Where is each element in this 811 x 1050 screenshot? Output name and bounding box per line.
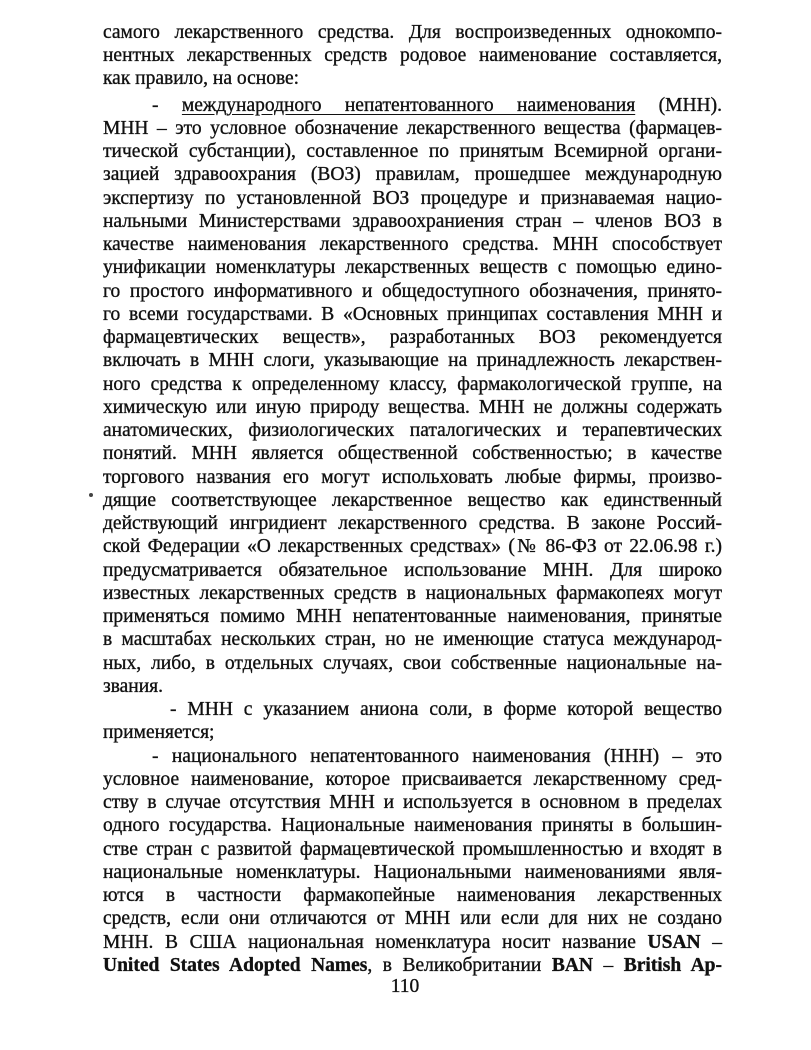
text-line: звания. (103, 676, 164, 697)
text-line: понятий. МНН является общественной собственностью; в качестве (103, 443, 722, 464)
text-line: ству в случае отсутствия МНН и используется в основном в пределах (103, 792, 722, 813)
text-line: предусматривается обязательное использование МНН. Для широко (103, 560, 722, 581)
text-line: МНН – это условное обозначение лекарственного вещества (фармацев- (103, 118, 722, 139)
bold-term: United States Adopted Names (103, 955, 368, 976)
text-line: го простого информативного и общедоступного обозначения, принято- (103, 281, 722, 302)
text-line: применяться помимо МНН непатентованные наименования, принятые (103, 606, 722, 627)
text-line: качестве наименования лекарственного средства. МНН способствует (103, 234, 722, 255)
text-line: зацией здравоохрания (ВОЗ) правилам, прошедшее международную (103, 164, 722, 185)
text-line: дящие соответствующее лекарственное вещество как единственный (103, 490, 722, 511)
bold-term: BAN (551, 955, 593, 976)
page-number: 110 (390, 976, 420, 997)
text-fragment: – (593, 955, 624, 976)
bold-term: British Ap- (623, 955, 722, 976)
text-fragment: , в Великобритании (367, 955, 552, 976)
text-line (103, 954, 722, 978)
text-line: действующий ингридиент лекарственного средства. В законе Россий- (103, 513, 722, 534)
text-line: химическую или иную природу вещества. МНН не должны содержать (103, 397, 722, 418)
text-line: торгового названия его могут испольховать любые фирмы, произво- (103, 467, 722, 488)
text-line (152, 94, 722, 118)
text-line: ской Федерации «О лекарственных средствах» (№ 86-ФЗ от 22.06.98 г.) (103, 536, 722, 557)
text-line: нальными Министерствами здравоохраниения стран – членов ВОЗ в (103, 211, 722, 232)
list-dash: - (152, 95, 182, 116)
text-line: включать в МНН слоги, указывающие на принадлежность лекарствен- (103, 350, 722, 371)
text-line: известных лекарственных средств в национальных фармакопеях могут (103, 583, 722, 604)
text-line: нентных лекарственных средств родовое наименование составляется, (103, 45, 722, 66)
text-line: фармацевтических веществ», разработанных ВОЗ рекомендуется (103, 327, 722, 348)
text-line: одного государства. Национальные наименования приняты в большин- (103, 815, 722, 836)
text-fragment: – (700, 932, 722, 953)
text-line: ются в частности фармакопейные наименования лекарственных (103, 885, 722, 906)
text-line: в масштабах нескольких стран, но не именющие статуса международ- (103, 629, 722, 650)
text-line: ных, либо, в отдельных случаях, свои собственные национальные на- (103, 653, 722, 674)
text-line: условное наименование, которое присваивается лекарственному сред- (103, 769, 722, 790)
text-fragment: МНН. В США национальная номенклатура носит название (103, 932, 648, 953)
text-line: го всеми государствами. В «Основных принципах составления МНН и (103, 304, 722, 325)
scan-speck (89, 493, 93, 497)
text-fragment: (МНН). (635, 95, 722, 116)
underlined-term: международного непатентованного наименования (181, 95, 636, 116)
text-line (103, 931, 722, 955)
text-line: - национального непатентованного наименования (ННН) – это (152, 746, 722, 767)
text-line: унификации номенклатуры лекарственных веществ с помощью едино- (103, 257, 722, 278)
text-line: средств, если они отличаются от МНН или если для них не создано (103, 908, 722, 929)
text-line: стве стран с развитой фармацевтической промышленностью и входят в (103, 839, 722, 860)
text-line: национальные номенклатуры. Национальными наименованиями явля- (103, 862, 722, 883)
text-line: ного средства к определенному классу, фармакологической группе, на (103, 374, 722, 395)
text-line: анатомических, физиологических паталогических и терапевтических (103, 420, 722, 441)
bold-term: USAN (647, 932, 701, 953)
text-line: тической субстанции), составленное по принятым Всемирной органи- (103, 141, 722, 162)
text-line: - МНН с указанием аниона соли, в форме которой вещество (170, 699, 722, 720)
text-line: как правило, на основе: (103, 68, 300, 89)
text-line: самого лекарственного средства. Для воспроизведенных однокомпо- (103, 22, 722, 43)
text-line: применяется; (103, 722, 215, 743)
text-line: экспертизу по установленной ВОЗ процедуре и признаваемая нацио- (103, 188, 722, 209)
